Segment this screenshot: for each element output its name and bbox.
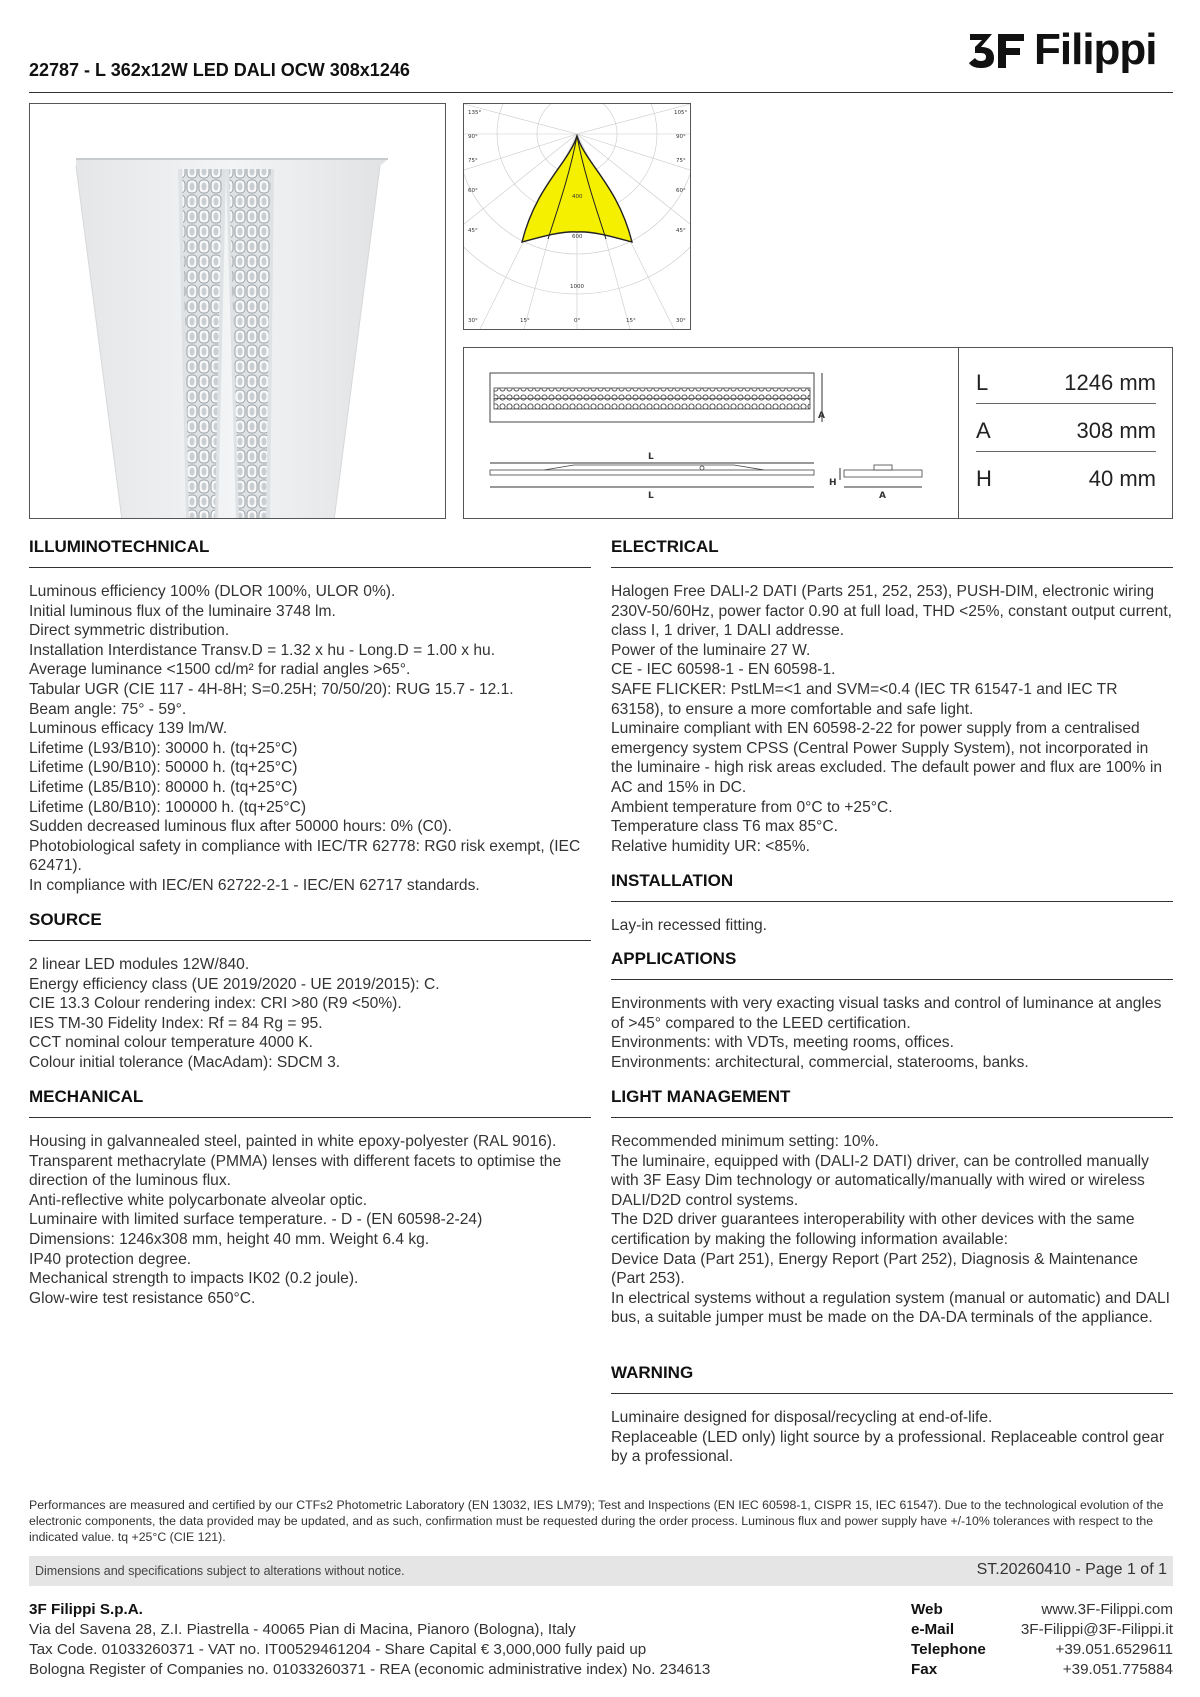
section-warning xyxy=(611,1363,1173,1467)
dimensions-divider xyxy=(958,348,959,518)
spec-line: Replaceable (LED only) light source by a professional. Replaceable control gear by a professional. xyxy=(611,1428,1165,1466)
contact-web xyxy=(911,1600,1173,1620)
section-heading: MECHANICAL xyxy=(29,1087,591,1118)
spec-line: Luminaire designed for disposal/recycling at end-of-life. xyxy=(611,1409,993,1426)
polar-label: 135° xyxy=(468,110,482,116)
spec-line: Lifetime (L80/B10): 100000 h. (tq+25°C) xyxy=(29,798,307,816)
brand-logo xyxy=(968,25,1157,74)
company-register: Bologna Register of Companies no. 01033260371 - REA (economic administrative index) No. 234613 xyxy=(29,1661,711,1678)
section-mechanical xyxy=(29,1087,591,1308)
spec-line: The luminaire, equipped with (DALI-2 DATI) driver, can be controlled manually with 3F Easy Dim technology or automatically/manually with wired or wireless DALI/D2D control systems. xyxy=(611,1152,1149,1209)
section-body xyxy=(29,955,591,1073)
section-installation xyxy=(611,871,1173,936)
dimension-label-a-side: A xyxy=(879,491,886,501)
spec-line: CIE 13.3 Colour rendering index: CRI >80 (R9 <50%). xyxy=(29,995,402,1013)
spec-line: Lay-in recessed fitting. xyxy=(611,917,768,934)
polar-label: 30° xyxy=(676,318,686,324)
company-tax: Tax Code. 01033260371 - VAT no. IT00529461204 - Share Capital € 3,000,000 fully paid up xyxy=(29,1641,647,1658)
section-body xyxy=(611,916,1173,936)
dimension-value: 308 mm xyxy=(1076,418,1156,443)
polar-radial-value: 1000 xyxy=(570,284,584,290)
spec-line: Power of the luminaire 27 W. xyxy=(611,641,811,659)
dimension-key: H xyxy=(976,466,992,491)
contact-telephone xyxy=(911,1640,1173,1660)
section-heading: APPLICATIONS xyxy=(611,949,1173,980)
spec-line: Sudden decreased luminous flux after 50000 hours: 0% (C0). xyxy=(29,818,453,836)
section-body xyxy=(611,582,1173,856)
contact-label: e-Mail xyxy=(911,1621,955,1638)
polar-label: 90° xyxy=(676,134,686,140)
spec-line: Transparent methacrylate (PMMA) lenses with different facets to optimise the direction of the luminous flux. xyxy=(29,1152,562,1190)
spec-line: The D2D driver guarantees interoperability with other devices with the same certification by making the following information available: xyxy=(611,1211,1135,1248)
spec-line: Colour initial tolerance (MacAdam): SDCM 3. xyxy=(29,1053,341,1071)
footer-note: Dimensions and specifications subject to alterations without notice. xyxy=(35,1564,405,1578)
polar-radial-value: 600 xyxy=(572,234,583,240)
dimension-key: L xyxy=(976,370,989,395)
polar-label: 60° xyxy=(676,188,686,194)
spec-line: Luminous efficacy 139 lm/W. xyxy=(29,720,228,738)
dimension-row-h xyxy=(976,454,1156,500)
header-rule xyxy=(29,92,1173,93)
section-heading: WARNING xyxy=(611,1363,1173,1394)
document-code: ST.20260410 - Page 1 of 1 xyxy=(976,1561,1167,1578)
company-address: Via del Savena 28, Z.I. Piastrella - 40065 Pian di Macina, Pianoro (Bologna), Italy xyxy=(29,1621,576,1638)
spec-line: Ambient temperature from 0°C to +25°C. xyxy=(611,798,893,816)
polar-radial-value: 400 xyxy=(572,194,583,200)
web-link[interactable]: www.3F-Filippi.com xyxy=(1041,1601,1173,1618)
polar-label: 45° xyxy=(468,228,478,234)
3f-logo-icon xyxy=(968,30,1026,70)
spec-line: Dimensions: 1246x308 mm, height 40 mm. Weight 6.4 kg. xyxy=(29,1230,430,1248)
spec-line: SAFE FLICKER: PstLM=<1 and SVM=<0.4 (IEC TR 61547-1 and IEC TR 63158), to ensure a more comfortable and safe light. xyxy=(611,680,1118,718)
dimension-value: 1246 mm xyxy=(1064,370,1156,395)
spec-line: Energy efficiency class (UE 2019/2020 - UE 2019/2015): C. xyxy=(29,975,440,993)
polar-label: 90° xyxy=(468,134,478,140)
section-electrical xyxy=(611,537,1173,856)
dimension-drawing xyxy=(464,348,958,518)
spec-line: Relative humidity UR: <85%. xyxy=(611,837,810,855)
section-light-management xyxy=(611,1087,1173,1328)
spec-line: Anti-reflective white polycarbonate alveolar optic. xyxy=(29,1191,368,1209)
spec-line: Lifetime (L90/B10): 50000 h. (tq+25°C) xyxy=(29,759,298,777)
section-heading: ELECTRICAL xyxy=(611,537,1173,568)
section-heading: SOURCE xyxy=(29,910,591,941)
spec-line: Direct symmetric distribution. xyxy=(29,622,230,640)
contact-label: Fax xyxy=(911,1661,938,1678)
contact-list xyxy=(911,1600,1173,1680)
contact-fax xyxy=(911,1660,1173,1680)
spec-line: IP40 protection degree. xyxy=(29,1250,192,1268)
spec-line: Housing in galvannealed steel, painted in white epoxy-polyester (RAL 9016). xyxy=(29,1133,557,1150)
spec-line: Device Data (Part 251), Energy Report (Part 252), Diagnosis & Maintenance (Part 253). xyxy=(611,1250,1138,1288)
section-heading: LIGHT MANAGEMENT xyxy=(611,1087,1173,1118)
spec-line: Luminous efficiency 100% (DLOR 100%, ULOR 0%). xyxy=(29,583,396,600)
section-body xyxy=(29,1132,591,1308)
spec-line: Mechanical strength to impacts IK02 (0.2 joule). xyxy=(29,1270,359,1288)
dimension-row-a xyxy=(976,406,1156,452)
spec-line: Luminaire compliant with EN 60598-2-22 for power supply from a centralised emergency system CPSS (Central Power Supply System), not incorporated in the luminaire - high risk areas excluded. The default power and flux are 100% in AC and 15% in DC. xyxy=(611,720,1163,796)
polar-label: 30° xyxy=(468,318,478,324)
product-title: 22787 - L 362x12W LED DALI OCW 308x1246 xyxy=(29,60,410,80)
polar-label: 0° xyxy=(574,318,581,324)
telephone-value: +39.051.6529611 xyxy=(1055,1641,1173,1658)
polar-label: 105° xyxy=(674,110,688,116)
section-heading: INSTALLATION xyxy=(611,871,1173,902)
spec-line: 2 linear LED modules 12W/840. xyxy=(29,956,250,973)
contact-email xyxy=(911,1620,1173,1640)
dimension-label-a: A xyxy=(818,411,825,421)
spec-line: Average luminance <1500 cd/m² for radial angles >65°. xyxy=(29,661,411,679)
spec-line: Installation Interdistance Transv.D = 1.32 x hu - Long.D = 1.00 x hu. xyxy=(29,641,496,659)
polar-diagram xyxy=(463,103,691,330)
product-photo xyxy=(29,103,446,519)
spec-line: Environments: with VDTs, meeting rooms, offices. xyxy=(611,1034,954,1052)
polar-label: 15° xyxy=(626,318,636,324)
contact-label: Web xyxy=(911,1601,943,1618)
performance-disclaimer: Performances are measured and certified by our CTFs2 Photometric Laboratory (EN 13032, IES LM79); Test and Inspections (EN IEC 60598-1, CISPR 15, IEC 61547). Due to the technological evolution of the electronic components, the data provided may be updated, and as such, confirmation must be requested during the order process. Luminous flux and power supply have +/-10% tolerances with respect to the indicated value. tq +25°C (CIE 121). xyxy=(29,1498,1164,1544)
email-link[interactable]: 3F-Filippi@3F-Filippi.it xyxy=(1020,1621,1173,1638)
spec-line: In compliance with IEC/EN 62722-2-1 - IEC/EN 62717 standards. xyxy=(29,876,480,894)
section-body xyxy=(611,994,1173,1072)
polar-label: 45° xyxy=(676,228,686,234)
section-source xyxy=(29,910,591,1073)
dimension-label-h: H xyxy=(829,478,837,488)
spec-line: Lifetime (L85/B10): 80000 h. (tq+25°C) xyxy=(29,778,298,796)
fax-value: +39.051.775884 xyxy=(1062,1661,1173,1678)
section-applications xyxy=(611,949,1173,1072)
dimension-label-l: L xyxy=(648,452,654,462)
spec-line: In electrical systems without a regulation system (manual or automatic) and DALI bus, a suitable jumper must be made on the DA-DA terminals of the appliance. xyxy=(611,1289,1171,1327)
brand-name: Filippi xyxy=(1034,25,1157,74)
company-info xyxy=(29,1600,829,1680)
spec-line: Environments with very exacting visual tasks and control of luminance at angles of >45° compared to the LEED certification. xyxy=(611,995,1162,1032)
polar-label: 75° xyxy=(468,158,478,164)
spec-line: Environments: architectural, commercial, staterooms, banks. xyxy=(611,1053,1029,1071)
spec-line: Halogen Free DALI-2 DATI (Parts 251, 252, 253), PUSH-DIM, electronic wiring 230V-50/60Hz, power factor 0.90 at full load, THD <25%, constant output current, class I, 1 driver, 1 DALI addresse. xyxy=(611,583,1172,640)
spec-line: Recommended minimum setting: 10%. xyxy=(611,1133,879,1150)
spec-line: CE - IEC 60598-1 - EN 60598-1. xyxy=(611,661,836,679)
spec-line: IES TM-30 Fidelity Index: Rf = 84 Rg = 95. xyxy=(29,1014,323,1032)
spec-line: Glow-wire test resistance 650°C. xyxy=(29,1289,256,1307)
company-name: 3F Filippi S.p.A. xyxy=(29,1601,143,1618)
dimension-value: 40 mm xyxy=(1088,466,1156,491)
spec-line: Tabular UGR (CIE 117 - 4H-8H; S=0.25H; 70/50/20): RUG 15.7 - 12.1. xyxy=(29,680,514,698)
polar-label: 60° xyxy=(468,188,478,194)
dimension-label-l-side: L xyxy=(648,491,654,501)
spec-line: Beam angle: 75° - 59°. xyxy=(29,700,187,718)
spec-line: CCT nominal colour temperature 4000 K. xyxy=(29,1034,314,1052)
dimension-row-l xyxy=(976,358,1156,404)
spec-line: Temperature class T6 max 85°C. xyxy=(611,818,838,836)
spec-line: Lifetime (L93/B10): 30000 h. (tq+25°C) xyxy=(29,739,298,757)
section-illuminotechnical xyxy=(29,537,591,896)
spec-line: Photobiological safety in compliance with IEC/TR 62778: RG0 risk exempt, (IEC 62471). xyxy=(29,837,581,875)
polar-label: 75° xyxy=(676,158,686,164)
polar-label: 15° xyxy=(520,318,530,324)
dimension-key: A xyxy=(976,418,991,443)
footer-bar xyxy=(29,1556,1173,1586)
spec-line: Luminaire with limited surface temperature. - D - (EN 60598-2-24) xyxy=(29,1211,483,1229)
contact-label: Telephone xyxy=(911,1641,986,1658)
section-body xyxy=(611,1132,1173,1328)
section-body xyxy=(29,582,591,896)
section-heading: ILLUMINOTECHNICAL xyxy=(29,537,591,568)
dimensions-panel xyxy=(463,347,1173,519)
spec-line: Initial luminous flux of the luminaire 3748 lm. xyxy=(29,602,336,620)
section-body xyxy=(611,1408,1173,1467)
